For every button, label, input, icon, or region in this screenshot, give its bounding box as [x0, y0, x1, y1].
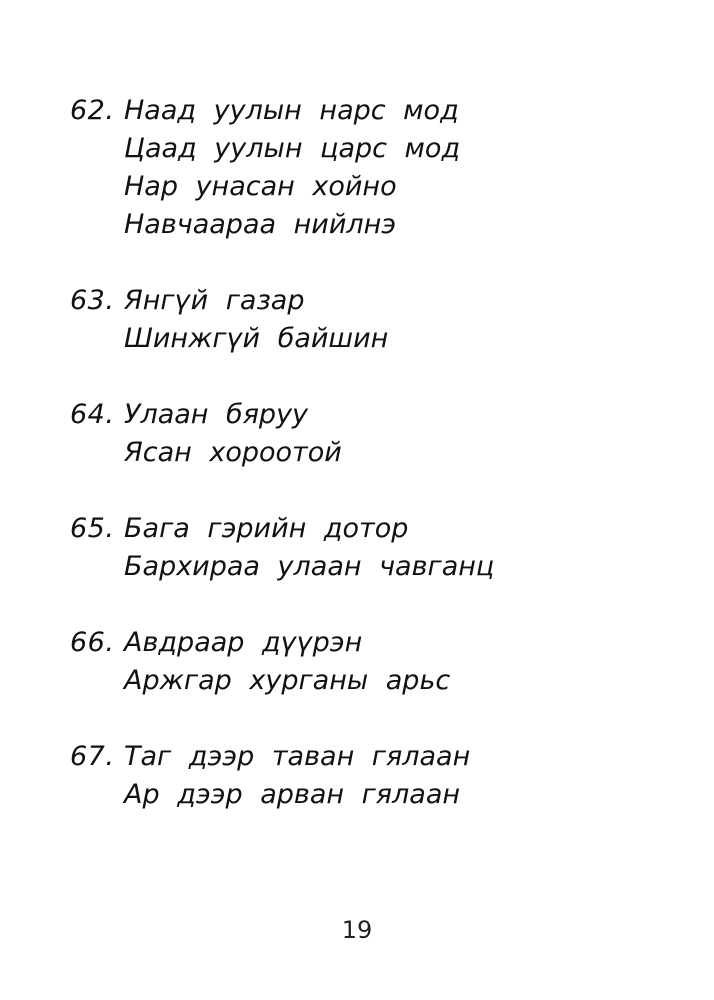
riddle-lines	[124, 510, 670, 586]
riddle-line: Таг дээр таван гялаан	[124, 741, 471, 772]
riddle-number: 66.	[70, 627, 115, 658]
riddle-line: Наад уулын нарс мод	[124, 95, 459, 126]
riddle-number: 64.	[70, 399, 115, 430]
riddle-line: Цаад уулын царс мод	[124, 133, 461, 164]
riddle-line: Авдраар дүүрэн	[124, 627, 363, 658]
riddle-lines	[124, 92, 670, 244]
riddle-64	[70, 396, 670, 472]
riddle-line: Бага гэрийн дотор	[124, 513, 409, 544]
riddle-list	[70, 92, 670, 814]
riddle-lines	[124, 282, 670, 358]
riddle-line: Нар унасан хойно	[124, 171, 397, 202]
riddle-lines	[124, 624, 670, 700]
riddle-63	[70, 282, 670, 358]
riddle-line: Янгүй газар	[124, 285, 305, 316]
page-number: 19	[341, 916, 373, 944]
riddle-number: 62.	[70, 95, 115, 126]
riddle-number: 65.	[70, 513, 115, 544]
riddle-line: Шинжгүй байшин	[124, 323, 389, 354]
riddle-65	[70, 510, 670, 586]
riddle-66	[70, 624, 670, 700]
riddle-62	[70, 92, 670, 244]
riddle-number: 67.	[70, 741, 115, 772]
riddle-line: Навчаараа нийлнэ	[124, 209, 397, 240]
riddle-line: Ар дээр арван гялаан	[124, 779, 461, 810]
riddle-line: Аржгар хурганы арьс	[124, 665, 451, 696]
riddle-number: 63.	[70, 285, 115, 316]
riddle-line: Ясан хороотой	[124, 437, 342, 468]
riddle-line: Бархираа улаан чавганц	[124, 551, 495, 582]
riddle-lines	[124, 738, 670, 814]
riddle-lines	[124, 396, 670, 472]
riddle-67	[70, 738, 670, 814]
riddle-line: Улаан бяруу	[124, 399, 309, 430]
